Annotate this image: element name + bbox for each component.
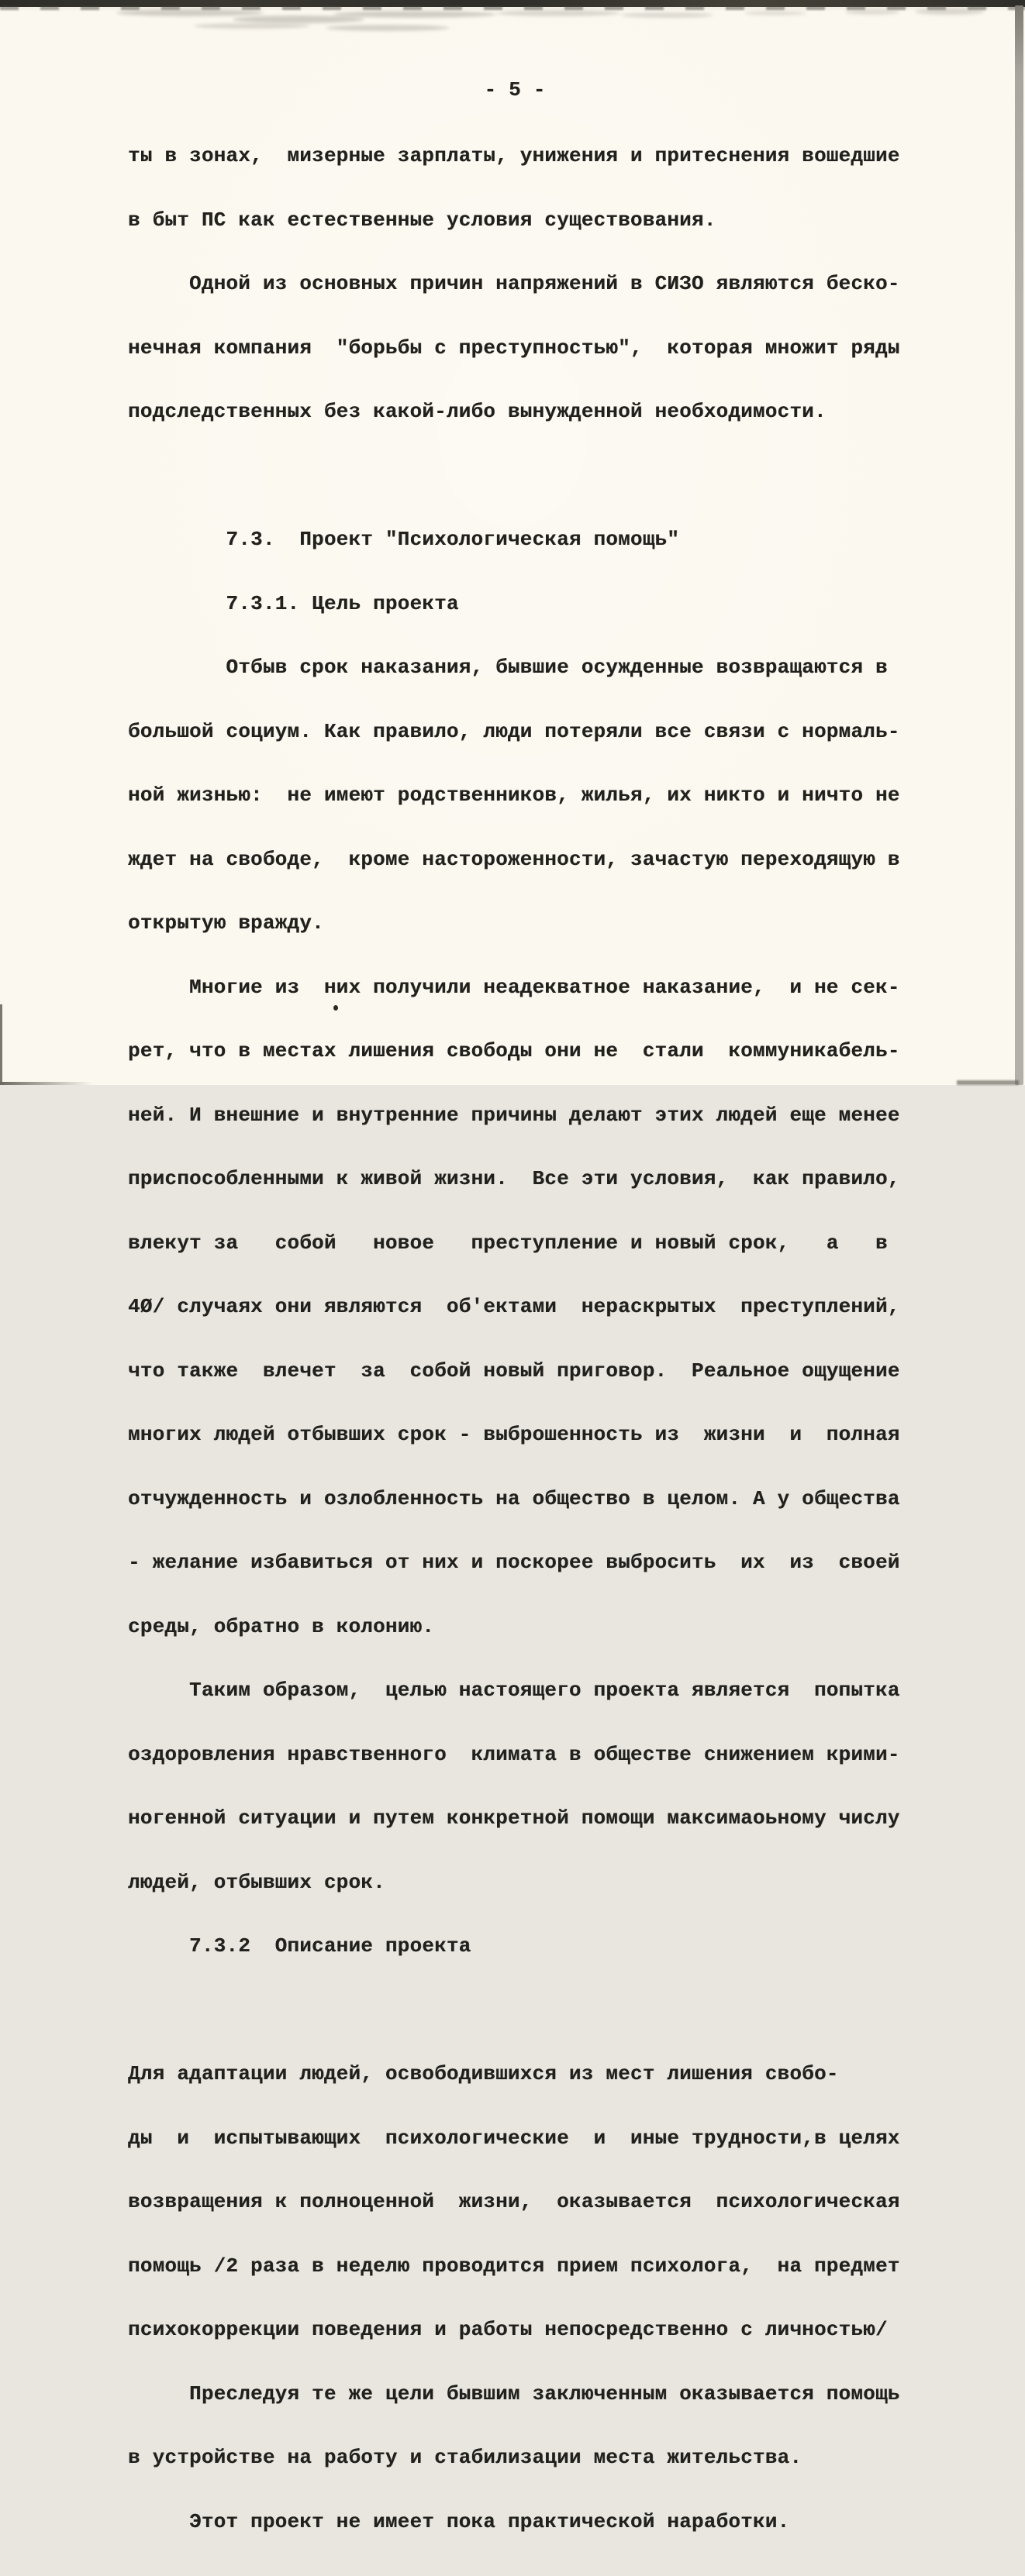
text-line: оздоровления нравственного климата в обществе снижением крими-: [128, 1742, 900, 1766]
scan-smudge: [194, 23, 310, 29]
text-line: отчужденность и озлобленность на общество в целом. А у общества: [128, 1486, 900, 1510]
scan-smudge: [116, 9, 264, 16]
scan-smudge: [496, 10, 620, 16]
text-line: Одной из основных причин напряжений в СИЗО являются беско-: [128, 272, 900, 295]
section-heading-7-3-2: 7.3.2 Описание проекта: [128, 1934, 471, 1958]
text-line: рет, что в местах лишения свободы они не стали коммуникабель-: [128, 1039, 900, 1062]
text-line: приспособленными к живой жизни. Все эти условия, как правило,: [128, 1167, 900, 1190]
scan-bottom-left-mark: [0, 1082, 93, 1085]
text-line: ногенной ситуации и путем конкретной помощи максимаоьному числу: [128, 1806, 900, 1830]
text-line: нечная компания "борьбы с преступностью", которая множит ряды: [128, 336, 900, 360]
text-line: - желание избавиться от них и поскорее выбросить их из своей: [128, 1551, 900, 1574]
text-line: ты в зонах, мизерные зарплаты, унижения и притеснения вошедшие: [128, 144, 900, 167]
text-line: помощь /2 раза в неделю проводится прием психолога, на предмет: [128, 2254, 900, 2278]
text-line: в быт ПС как естественные условия существования.: [128, 208, 716, 232]
text-line: в устройстве на работу и стабилизации места жительства.: [128, 2446, 802, 2469]
text-line: влекут за собой новое преступление и новый срок, а в: [128, 1231, 888, 1255]
text-line: возвращения к полноценной жизни, оказывается психологическая: [128, 2190, 900, 2213]
text-line: Преследуя те же цели бывшим заключенным оказывается помощь: [128, 2381, 900, 2406]
text-line: многих людей отбывших срок - выброшенность из жизни и полная: [128, 1423, 900, 1446]
text-line: Для адаптации людей, освободившихся из мест лишения свобо-: [128, 2062, 839, 2085]
text-line: Многие из них получили неадекватное наказание, и не сек-: [128, 975, 900, 999]
text-line: ды и испытывающих психологические и иные трудности,в целях: [128, 2126, 900, 2150]
text-line: большой социум. Как правило, люди потеряли все связи с нормаль-: [128, 719, 900, 743]
blank-line: [128, 466, 911, 487]
text-line: ной жизнью: не имеют родственников, жилья, их никто и ничто не: [128, 783, 900, 807]
scan-bottom-right-mark: [957, 1080, 1019, 1085]
scan-smudge: [326, 25, 450, 31]
section-heading-7-3: 7.3. Проект "Психологическая помощь": [128, 528, 680, 551]
text-line: Отбыв срок наказания, бывшие осужденные возвращаются в: [128, 656, 888, 679]
page-number: - 5 -: [484, 78, 546, 102]
scan-smudge: [333, 11, 496, 18]
text-line: среды, обратно в колонию.: [128, 1614, 435, 1638]
text-line: ждет на свободе, кроме настороженности, зачастую переходящую в: [128, 847, 900, 871]
scan-smudge: [845, 9, 899, 15]
text-line: открытую вражду.: [128, 911, 324, 935]
text-line: что также влечет за собой новый приговор. Реальное ощущение: [128, 1359, 900, 1383]
document-body: [128, 103, 911, 2575]
scan-right-paper-edge: [1015, 5, 1023, 1085]
scan-smudge: [233, 15, 364, 23]
scan-smudge: [620, 12, 713, 18]
blank-line: [128, 2000, 911, 2022]
text-line: Таким образом, целью настоящего проекта является попытка: [128, 1679, 900, 1702]
text-line: Этот проект не имеет пока практической наработки.: [128, 2509, 790, 2533]
text-line: психокоррекции поведения и работы непосредственно с личностью/: [128, 2318, 888, 2341]
section-heading-7-3-1: 7.3.1. Цель проекта: [128, 591, 459, 615]
text-line: людей, отбывших срок.: [128, 1870, 385, 1894]
text-line: 4Ø/ случаях они являются об'ектами нераскрытых преступлений,: [128, 1295, 900, 1318]
text-line: подследственных без какой-либо вынужденной необходимости.: [128, 400, 827, 423]
scan-smudge: [915, 9, 985, 15]
scan-smudge: [744, 11, 806, 15]
text-line: ней. И внешние и внутренние причины делают этих людей еще менее: [128, 1103, 900, 1127]
scan-left-edge-line: [0, 1004, 2, 1085]
